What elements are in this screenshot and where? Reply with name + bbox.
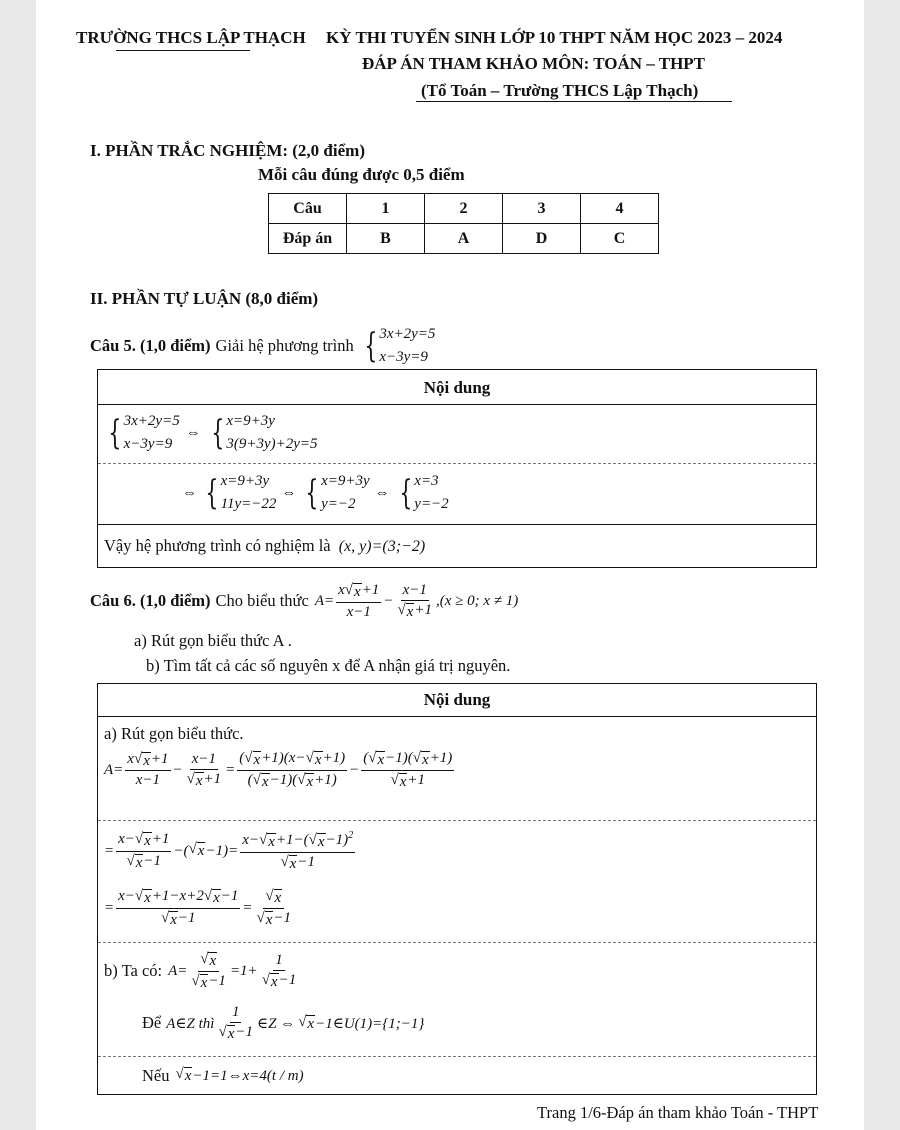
- q6-label: Câu 6. (1,0 điểm): [90, 591, 211, 611]
- q6-condition: ,(x ≥ 0; x ≠ 1): [435, 592, 519, 609]
- q6-table-header: Nội dung: [423, 690, 491, 709]
- q6-b-intro: b) Ta có:: [104, 961, 163, 980]
- q5-eq1: 3x+2y=5: [379, 326, 436, 342]
- q6-solution-table: [97, 683, 817, 1095]
- document-page: [36, 0, 864, 1130]
- divider: [98, 524, 816, 525]
- q6-prompt: Cho biểu thức: [215, 591, 309, 611]
- q5-step2: ⇔ { x=9+3y 11y=−22 ⇔ { x=9+3y y=−2 ⇔ { x=3 y=−2: [182, 470, 449, 517]
- q5-prompt-line: [90, 323, 435, 370]
- q6-b-de-end: −1∈U(1)={1;−1}: [315, 1015, 425, 1032]
- group-underline: [416, 101, 732, 102]
- school-name: TRƯỜNG THCS LẬP THẠCH: [76, 28, 306, 47]
- q6-a-line3: = x− √ x +1−x+2 √ x −1 √ x −1 = √ x √ x −1: [104, 888, 292, 928]
- divider: [98, 463, 816, 464]
- answer-cell: D: [503, 224, 581, 254]
- divider: [98, 404, 816, 405]
- q5-step2-c1: x=3: [414, 473, 439, 489]
- q5-eq2: x−3y=9: [379, 349, 428, 366]
- q5-conclusion: [104, 536, 425, 556]
- answer-table: [268, 193, 659, 254]
- q5-conclusion-text: Vậy hệ phương trình có nghiệm là: [104, 536, 331, 555]
- q6-expression: A= x √ x +1 x−1 − x−1 √ x +1 ,(x ≥ 0; x ≠ 1): [314, 582, 519, 621]
- q6-part-a: a) Rút gọn biểu thức A .: [134, 631, 292, 650]
- school-underline: [116, 50, 250, 51]
- part1-subtitle: Mỗi câu đúng được 0,5 điểm: [258, 165, 465, 184]
- divider: [98, 1056, 816, 1057]
- q5-table-header: Nội dung: [423, 378, 491, 397]
- question-number: 4: [581, 194, 659, 224]
- q5-step2-b2: y=−2: [321, 496, 356, 513]
- q5-step2-c2: y=−2: [414, 496, 449, 513]
- q5-eq1: 3x+2y=5: [123, 413, 180, 429]
- question-number: 2: [425, 194, 503, 224]
- exam-title: KỲ THI TUYỂN SINH LỚP 10 THPT NĂM HỌC 2023 – 2024: [326, 28, 783, 47]
- q6-a-heading: a) Rút gọn biểu thức.: [104, 724, 244, 743]
- divider: [98, 820, 816, 821]
- q6-a-line2: = x− √ x +1 √ x −1 −( √ x −1)= x− √ x +1−( √ x −1)$^2$ √ x −1: [104, 830, 354, 872]
- q5-eq2: x−3y=9: [123, 436, 173, 453]
- q5-system: { 3x+2y=5 x−3y=9: [360, 323, 436, 370]
- page-footer: Trang 1/6-Đáp án tham khảo Toán - THPT: [537, 1103, 819, 1122]
- q5-solution-table: [97, 369, 817, 568]
- q6-b-line3: Nếu √ x −1=1⇔x=4(t / m): [142, 1066, 304, 1085]
- q6-b-de-tail: ∈Z ⇔: [256, 1015, 296, 1032]
- q6-b-line1: b) Ta có: A= √ x √ x −1 =1+ 1 √ x −1: [104, 951, 297, 991]
- q6-a-line1: A= x √ x +1 x−1 − x−1 √ x +1 = ( √ x +1)(x− √ x +1) ( √ x −1)( √ x +1) − ( √ x −1)( √ x +1) √ x +1: [104, 750, 453, 790]
- q5-step2-a2: 11y=−22: [220, 496, 277, 513]
- q5-step1: { 3x+2y=5 x−3y=9 ⇔ { x=9+3y 3(9+3y)+2y=5: [104, 410, 318, 457]
- answer-cell: A: [425, 224, 503, 254]
- q6-prompt-line: [90, 582, 518, 621]
- table-row: [269, 194, 659, 224]
- part1-title: I. PHẦN TRẮC NGHIỆM: (2,0 điểm): [90, 141, 365, 160]
- table-row: [269, 224, 659, 254]
- divider: [98, 942, 816, 943]
- answer-cell: C: [581, 224, 659, 254]
- question-number: 1: [347, 194, 425, 224]
- q6-b-de-mid: A∈Z thì: [166, 1015, 215, 1032]
- q5-conclusion-math: (x, y)=(3;−2): [338, 538, 426, 555]
- q5-prompt: Giải hệ phương trình: [215, 336, 354, 356]
- row-label: Đáp án: [269, 224, 347, 254]
- q6-b-neu: Nếu: [142, 1066, 170, 1085]
- divider: [98, 716, 816, 717]
- q6-b-neu-math: −1=1⇔x=4(t / m): [192, 1067, 304, 1084]
- part2-title: II. PHẦN TỰ LUẬN (8,0 điểm): [90, 289, 319, 308]
- answer-cell: B: [347, 224, 425, 254]
- q5-step2-a1: x=9+3y: [220, 473, 270, 489]
- group-name: (Tổ Toán – Trường THCS Lập Thạch): [421, 81, 699, 100]
- q5-step1-rhs2: 3(9+3y)+2y=5: [226, 436, 318, 453]
- question-number: 3: [503, 194, 581, 224]
- q6-b-line2: Để A∈Z thì 1 √ x −1 ∈Z ⇔ √ x −1∈U(1)={1;−1}: [142, 1004, 425, 1043]
- row-label: Câu: [269, 194, 347, 224]
- q5-step2-b1: x=9+3y: [321, 473, 370, 489]
- q6-part-b: b) Tìm tất cả các số nguyên x để A nhận giá trị nguyên.: [146, 656, 511, 675]
- answer-title: ĐÁP ÁN THAM KHẢO MÔN: TOÁN – THPT: [362, 54, 706, 73]
- q5-label: Câu 5. (1,0 điểm): [90, 336, 211, 356]
- q5-step1-rhs1: x=9+3y: [226, 413, 275, 429]
- q6-b-de: Để: [142, 1013, 162, 1033]
